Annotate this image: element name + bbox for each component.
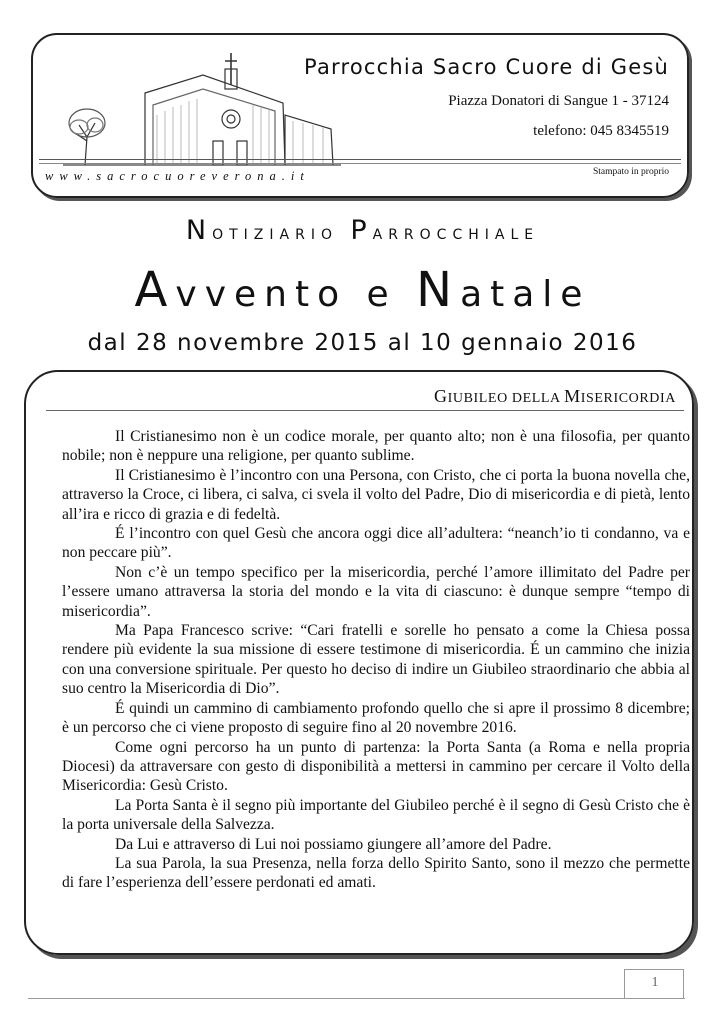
parish-phone: telefono: 045 8345519 bbox=[533, 123, 669, 139]
article-paragraph: É l’incontro con quel Gesù che ancora oggi dice all’adultera: “neanch’io ti condanno, va e non peccare più”. bbox=[62, 525, 690, 562]
header-divider-thin bbox=[39, 163, 681, 164]
page-number: 1 bbox=[651, 975, 659, 990]
church-illustration bbox=[53, 45, 343, 171]
main-title-cap: A bbox=[134, 262, 176, 318]
header-divider bbox=[39, 159, 681, 160]
article-paragraph: Il Cristianesimo non è un codice morale, per quanto alto; non è una filosofia, per quanto nobile; non è neppure una religione, per quanto sublime. bbox=[62, 428, 690, 465]
article-frame bbox=[24, 370, 694, 955]
article-paragraph: La Porta Santa è il segno più importante del Giubileo perché è il segno di Gesù Cristo che è la porta universale della Salvezza. bbox=[62, 796, 690, 834]
website-url: www.sacrocuoreverona.it bbox=[45, 169, 310, 183]
article-paragraph: É quindi un cammino di cambiamento profondo quello che si apre il prossimo 8 dicembre; è un percorso che ci viene proposto di seguire fino al 20 novembre 2016. bbox=[62, 699, 690, 737]
article-paragraph: Da Lui e attraverso di Lui noi possiamo giungere all’amore del Padre. bbox=[115, 835, 552, 853]
article-paragraph: Come ogni percorso ha un punto di partenza: la Porta Santa (a Roma e nella propria Diocesi) da attraversare con gesto di disponibilità a mettersi in cammino per cercare il Volto della Misericordia: Gesù Cristo. bbox=[62, 738, 690, 795]
footer-divider bbox=[28, 998, 685, 999]
main-title-word: vvento e bbox=[175, 274, 397, 315]
section-divider bbox=[46, 410, 684, 411]
article-paragraph: La sua Parola, la sua Presenza, nella forza dello Spirito Santo, sono il mezzo che permette di fare l’esperienza dell’essere perdonati ed amati. bbox=[62, 854, 690, 892]
parish-address: Piazza Donatori di Sangue 1 - 37124 bbox=[448, 93, 669, 109]
masthead bbox=[31, 33, 689, 198]
newsletter-title bbox=[0, 215, 725, 246]
date-range: dal 28 novembre 2015 al 10 gennaio 2016 bbox=[87, 330, 638, 356]
section-title-cap: G bbox=[434, 386, 448, 406]
article-body bbox=[62, 427, 690, 893]
article-paragraph: Ma Papa Francesco scrive: “Cari fratelli e sorelle ho pensato a come la Chiesa possa rendere più evidente la sua missione di essere testimone di misericordia. É un cammino che inizia con una conversione spirituale. Per questo ho deciso di indire un Giubileo straordinario che abbia al suo centro la Misericordia di Dio”. bbox=[62, 622, 690, 698]
newsletter-title-cap: P bbox=[350, 215, 373, 246]
section-title-word: ISERICORDIA bbox=[580, 391, 676, 406]
article-paragraph: Il Cristianesimo è l’incontro con una Persona, con Cristo, che ci porta la buona novella che, attraverso la Croce, ci libera, ci salva, ci svela il volto del Padre, Dio di misericordia e di pietà, lento all’ira e ricco di grazia e di fedeltà. bbox=[62, 466, 690, 523]
parish-name: Parrocchia Sacro Cuore di Gesù bbox=[304, 55, 669, 79]
printed-note: Stampato in proprio bbox=[593, 167, 669, 177]
newsletter-title-word: otiziario bbox=[212, 220, 338, 244]
section-title-word: IUBILEO DELLA bbox=[447, 391, 560, 406]
main-title bbox=[0, 262, 725, 318]
section-title-cap: M bbox=[564, 386, 581, 406]
page-number-box bbox=[624, 969, 684, 999]
newsletter-title-word: arrocchiale bbox=[372, 220, 540, 244]
main-title-word: atale bbox=[460, 274, 591, 315]
main-title-cap: N bbox=[416, 262, 461, 318]
newsletter-title-cap: N bbox=[185, 215, 213, 246]
section-title bbox=[434, 386, 676, 407]
article-paragraph: Non c’è un tempo specifico per la misericordia, perché l’amore illimitato del Padre per l’essere umano attraversa la storia del mondo e la vita di ciascuno: è dunque sempre “tempo di misericordia”. bbox=[62, 563, 690, 620]
